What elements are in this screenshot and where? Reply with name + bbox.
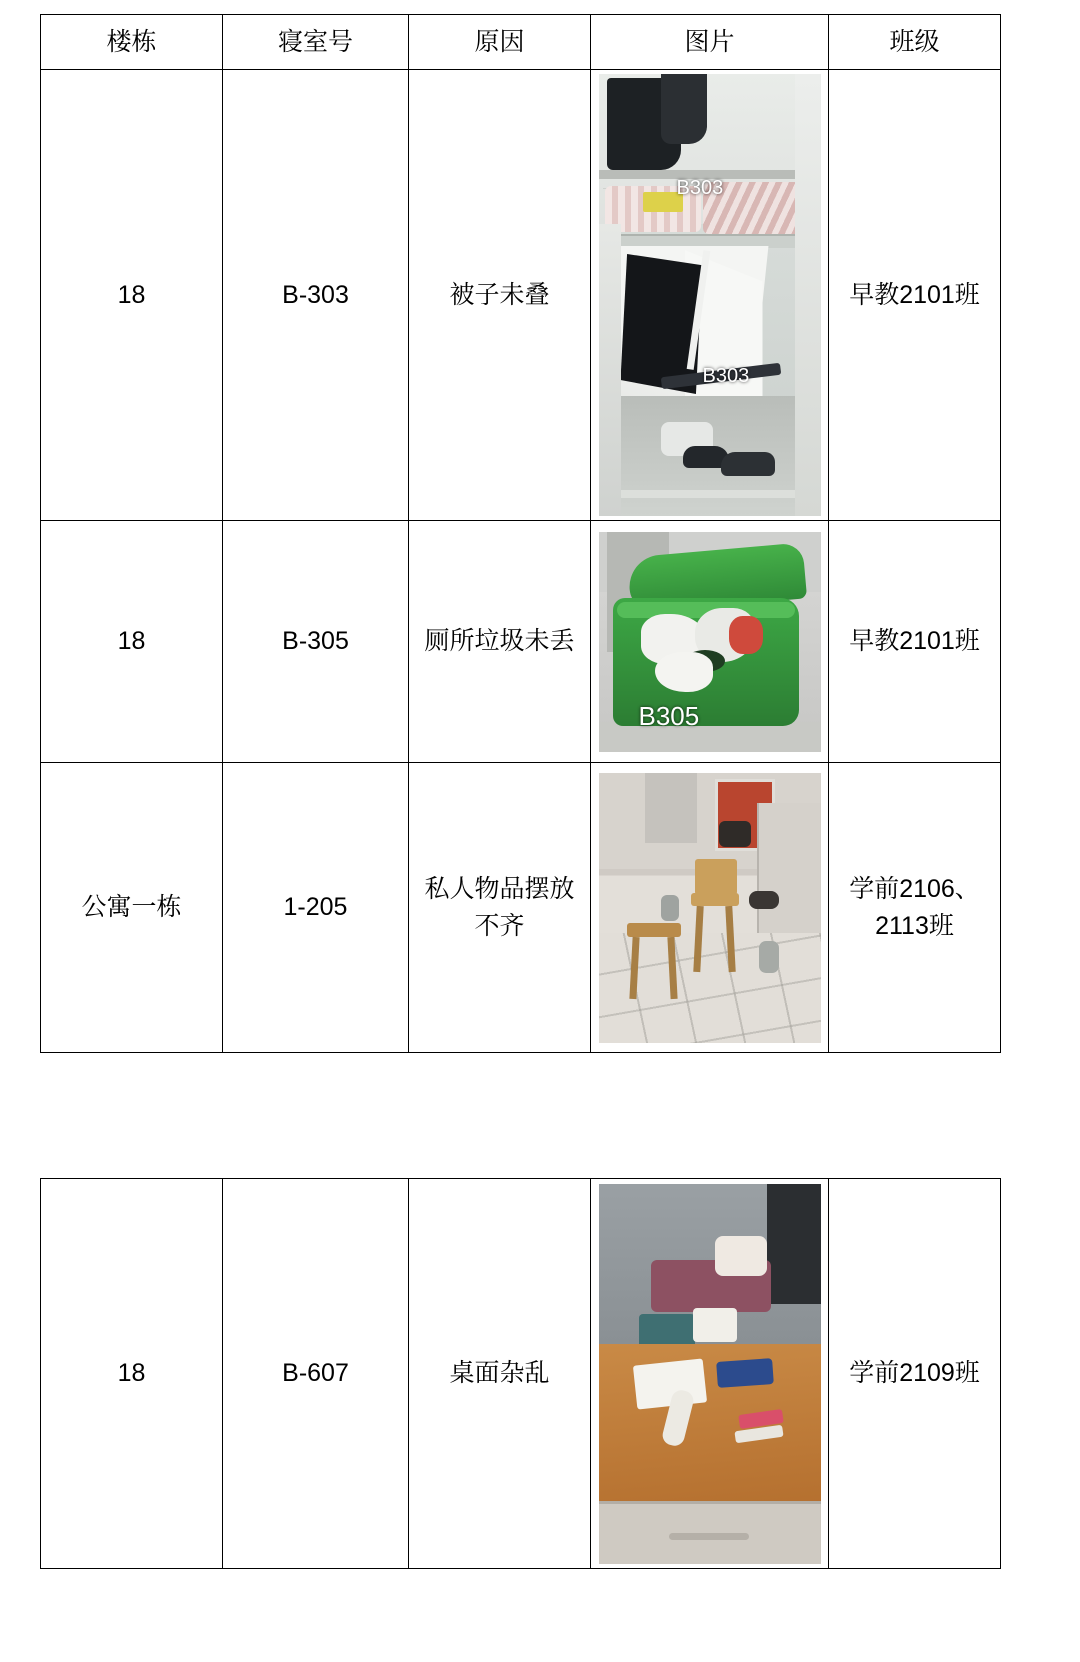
cell-class: 早教2101班 [829, 521, 1001, 763]
header-reason: 原因 [409, 15, 591, 70]
cell-building: 18 [41, 70, 223, 521]
dorm-floor-photo [599, 773, 821, 1043]
cell-building: 18 [41, 521, 223, 763]
table-2-wrapper [40, 1178, 1000, 1569]
photo-label-upper: B303 [676, 177, 724, 199]
table-row [41, 763, 1001, 1053]
header-room: 寝室号 [223, 15, 409, 70]
cell-photo [591, 1179, 829, 1569]
bunk-bed-photo [599, 74, 821, 516]
cell-building: 公寓一栋 [41, 763, 223, 1053]
cell-room: 1-205 [223, 763, 409, 1053]
table-body [41, 1179, 1001, 1569]
header-photo: 图片 [591, 15, 829, 70]
photo-label-lower: B303 [702, 365, 750, 387]
cell-photo [591, 763, 829, 1053]
cell-reason: 厕所垃圾未丢 [409, 521, 591, 763]
table-header [41, 15, 1001, 70]
cell-room: B-303 [223, 70, 409, 521]
cell-room: B-607 [223, 1179, 409, 1569]
dorm-inspection-table-2 [40, 1178, 1001, 1569]
cell-building: 18 [41, 1179, 223, 1569]
cell-photo [591, 70, 829, 521]
header-class: 班级 [829, 15, 1001, 70]
table-row [41, 521, 1001, 763]
cell-reason: 私人物品摆放不齐 [409, 763, 591, 1053]
cell-class: 早教2101班 [829, 70, 1001, 521]
trash-bin-photo [599, 532, 821, 752]
cell-class: 学前2109班 [829, 1179, 1001, 1569]
table-body [41, 70, 1001, 1053]
cell-reason: 桌面杂乱 [409, 1179, 591, 1569]
table-row [41, 70, 1001, 521]
table-1-wrapper [40, 14, 1000, 1053]
dorm-inspection-table-1 [40, 14, 1001, 1053]
cell-reason: 被子未叠 [409, 70, 591, 521]
table-header-row [41, 15, 1001, 70]
messy-desk-photo [599, 1184, 821, 1564]
cell-room: B-305 [223, 521, 409, 763]
photo-label: B305 [638, 700, 700, 731]
header-building: 楼栋 [41, 15, 223, 70]
cell-class: 学前2106、2113班 [829, 763, 1001, 1053]
cell-photo [591, 521, 829, 763]
table-row [41, 1179, 1001, 1569]
